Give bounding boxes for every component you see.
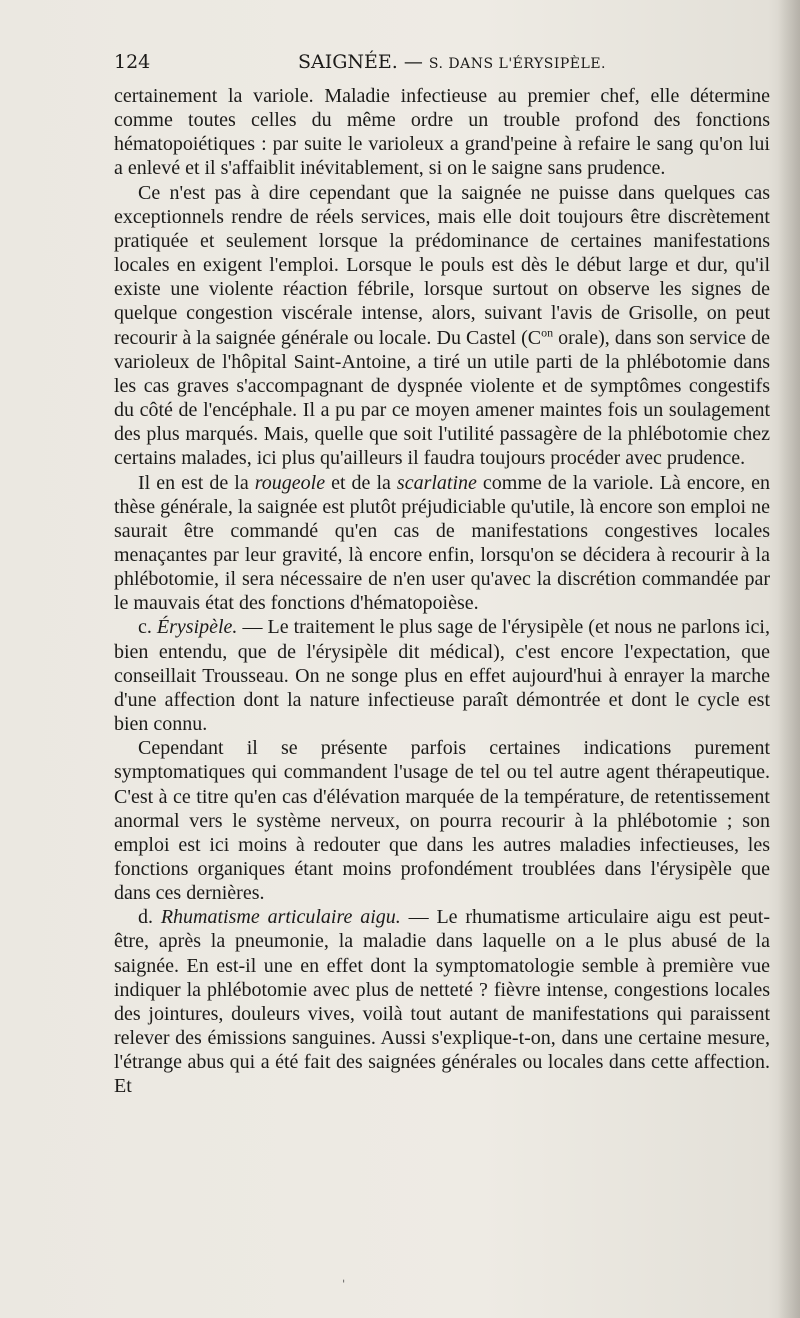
- paragraph-text: Cependant il se présente parfois certaines indications purement symptomatiques qui commandent l'usage de tel ou tel autre agent thérapeutique. C'est à ce titre qu'en cas d'élévation marquée de la température, de retentissement anormal vers le système nerveux, on pourra recourir à la phlébotomie ; son emploi est ici moins à redouter que dans les autres maladies infectieuses, les fonctions organiques étant moins profondément troublées dans l'érysipèle que dans ces dernières.: [114, 737, 770, 905]
- section-heading: Érysipèle.: [156, 616, 238, 639]
- paragraph-text-lead: Il en est de la: [138, 471, 255, 494]
- paragraph-variole-continued: [114, 84, 770, 181]
- print-speck: ˌ: [342, 1270, 346, 1284]
- running-head: [114, 48, 774, 76]
- running-title-main: SAIGNÉE.: [298, 51, 398, 73]
- paragraph-symptomatic-indications: [114, 736, 770, 905]
- running-title-section: S. DANS L'ÉRYSIPÈLE.: [428, 56, 606, 72]
- body-text: [114, 84, 770, 1099]
- section-heading: Rhumatisme articulaire aigu.: [160, 906, 401, 929]
- term-rougeole: rougeole: [254, 471, 326, 494]
- running-title: [298, 48, 606, 78]
- section-c-erysipele: [114, 615, 770, 736]
- running-title-dash: —: [397, 51, 429, 73]
- section-label: d.: [138, 906, 161, 929]
- paragraph-rougeole-scarlatine: [114, 471, 770, 616]
- paragraph-text-mid: et de la: [325, 471, 397, 494]
- page-number: 124: [114, 51, 151, 73]
- paragraph-text: certainement la variole. Maladie infectieuse au premier chef, elle détermine comme toutes celles du même ordre un trouble profond des fonctions hématopoiétiques : par suite le varioleux a grand'peine à refaire le sang qu'on lui a enlevé et il s'affaiblit inévitablement, si on le saigne sans prudence.: [114, 85, 770, 180]
- section-label: c.: [138, 616, 157, 639]
- paragraph-text: Ce n'est pas à dire cependant que la saignée ne puisse dans quelques cas exceptionnels rendre de réels services, mais elle doit toujours être discrètement pratiquée et seulement lorsque la prédominance de certaines manifestations locales en exigent l'emploi. Lorsque le pouls est dès le début large et dur, qu'il existe une violente réaction fébrile, lorsque surtout on observe les signes de quelque congestion viscérale intense, alors, suivant l'avis de Grisolle, on peut recourir à la saignée générale ou locale. Du Castel (C: [114, 181, 770, 349]
- paragraph-text: — Le rhumatisme articulaire aigu est peut-être, après la pneumonie, la maladie dans laquelle on a le plus abusé de la saignée. En est-il une en effet dont la symptomatologie semble à première vue indiquer la phlébotomie avec plus de netteté ? fièvre intense, congestions locales des jointures, douleurs vives, voilà tout autant de manifestations qui paraissent relever des émissions sanguines. Aussi s'explique-t-on, dans une certaine mesure, l'étrange abus qui a été fait des saignées générales ou locales dans cette affection. Et: [114, 906, 770, 1098]
- page-gutter-shadow: [778, 0, 800, 1318]
- paragraph-text-continued: orale), dans son service de varioleux de l'hôpital Saint-Antoine, a tiré un utile parti de la phlébotomie dans les cas graves s'accompagnant de dyspnée violente et de symptômes congestifs du côté de l'encéphale. Il a pu par ce moyen amener maintes fois un soulagement des plus marqués. Mais, quelle que soit l'utilité passagère de la phlébotomie chez certains malades, ici plus qu'ailleurs il faudra toujours procéder avec prudence.: [114, 326, 770, 470]
- superscript-abbrev: on: [541, 324, 554, 339]
- paragraph-exceptional-cases: [114, 181, 770, 471]
- paragraph-text: — Le traitement le plus sage de l'érysipèle (et nous ne parlons ici, bien entendu, que de l'érysipèle dit médical), c'est encore l'expectation, que conseillait Trousseau. On ne songe plus en effet aujourd'hui à enrayer la marche d'une affection dont la nature infectieuse paraît démontrée et dont le cycle est bien connu.: [114, 616, 770, 736]
- term-scarlatine: scarlatine: [396, 471, 477, 494]
- section-d-rhumatisme: [114, 905, 770, 1098]
- paragraph-text: comme de la variole. Là encore, en thèse générale, la saignée est plutôt préjudiciable qu'utile, là encore son emploi ne saurait être commandé qu'en cas de manifestations congestives locales menaçantes par leur gravité, là encore enfin, lorsqu'on se décidera à recourir à la phlébotomie, il sera nécessaire de n'en user qu'avec la discrétion commandée par le mauvais état des fonctions d'hématopoièse.: [114, 471, 771, 615]
